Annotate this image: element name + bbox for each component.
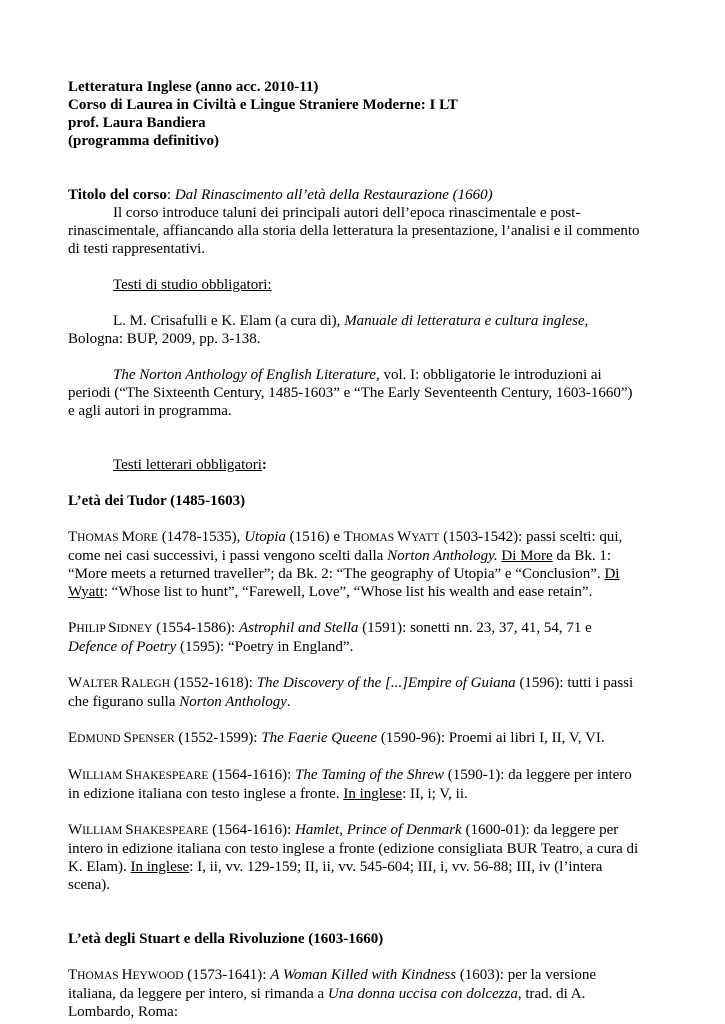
entry-shakespeare-shrew: WILLIAM SHAKESPEARE (1564-1616): The Taming of the Shrew (1590-1): da leggere per intero in edizione italiana con testo inglese a fronte. In inglese: II, i; V, ii. [68,767,632,802]
entry-ralegh: WALTER RALEGH (1552-1618): The Discovery of the [...]Empire of Guiana (1596): tutti i passi che figurano sulla Norton Anthology. [68,675,634,710]
literary-texts-heading [113,456,640,474]
header-line-2: Corso di Laurea in Civiltà e Lingue Straniere Moderne: I LT [68,97,458,113]
ref2-title: The Norton Anthology of English Literature [113,367,376,383]
literary-texts-colon: : [261,457,267,473]
author-shakespeare-2: WILLIAM SHAKESPEARE [68,822,209,838]
course-title-line [68,186,640,204]
document-page [68,78,640,1021]
ref1-publisher: Bologna: BUP, 2009, pp. 3-138. [68,331,261,347]
title-donna-uccisa: Una donna uccisa con dolcezza [327,986,518,1002]
author-more: THOMAS MORE [68,529,158,545]
author-shakespeare: WILLIAM SHAKESPEARE [68,767,209,783]
stuart-heading: L’età degli Stuart e della Rivoluzione (1603-1660) [68,931,384,947]
title-norton: Norton Anthology. [387,548,498,564]
author-wyatt: THOMAS WYATT [343,529,440,545]
entry-more-wyatt: THOMAS MORE (1478-1535), Utopia (1516) e THOMAS WYATT (1503-1542): passi scelti: qui, come nei casi successivi, i passi vengono scelti dalla Norton Anthology. Di More da Bk. 1: “More meets a returned traveller”; da Bk. 2: “The geography of Utopia” e “Conclusion”. Di Wyatt: “Whose list to hunt”, “Farewell, Love”, “Whose list his wealth and ease retain”. [68,529,623,600]
title-woman-killed: A Woman Killed with Kindness [270,967,457,983]
study-ref-2 [68,366,640,420]
title-shrew: The Taming of the Shrew [295,767,444,783]
ref1-authors: L. M. Crisafulli e K. Elam (a cura di), [113,313,345,329]
study-ref-1 [68,312,640,348]
di-more: Di More [501,548,553,564]
author-sidney: PHILIP SIDNEY [68,620,153,636]
title-hamlet: Hamlet, Prince of Denmark [295,822,462,838]
title-faerie-queene: The Faerie Queene [261,730,378,746]
in-inglese-1: In inglese [343,786,403,802]
course-title-label: Titolo del corso [68,187,167,203]
di-wyatt: Di Wyatt [68,566,620,600]
literary-texts-heading-text: Testi letterari obbligatori [113,457,262,473]
entry-heywood: THOMAS HEYWOOD (1573-1641): A Woman Killed with Kindness (1603): per la versione italiana, da leggere per intero, si rimanda a Una donna uccisa con dolcezza, trad. di A. Lombardo, Roma: [68,967,597,1020]
entry-sidney: PHILIP SIDNEY (1554-1586): Astrophil and Stella (1591): sonetti nn. 23, 37, 41, 54, 71 e Defence of Poetry (1595): “Poetry in England”. [68,620,592,655]
author-ralegh: WALTER RALEGH [68,675,171,691]
in-inglese-2: In inglese [130,859,190,875]
ref2-details: , vol. I: obbligatorie le introduzioni ai periodi (“The Sixteenth Century, 1485-1603” e “The Early Seventeenth Century, 1603-1660”) e agli autori in programma. [68,367,633,419]
study-texts-heading-text: Testi di studio obbligatori: [113,277,272,293]
ref1-title: Manuale di letteratura e cultura inglese, [344,313,589,329]
title-utopia: Utopia [244,529,286,545]
course-title-separator: : [166,187,175,203]
title-norton-2: Norton Anthology [179,694,287,710]
title-astrophil: Astrophil and Stella [238,620,359,636]
study-texts-heading [113,276,640,294]
header-line-4: (programma definitivo) [68,133,219,149]
course-intro: Il corso introduce taluni dei principali autori dell’epoca rinascimentale e post-rinascimentale, affiancando alla storia della letteratura la presentazione, l’analisi e il commento di testi rappresentativi. [68,205,640,257]
header-line-3: prof. Laura Bandiera [68,115,206,131]
header-line-1: Letteratura Inglese (anno acc. 2010-11) [68,79,319,95]
course-title: Dal Rinascimento all’età della Restaurazione (1660) [174,187,493,203]
title-defence: Defence of Poetry [68,639,177,655]
entry-spenser: EDMUND SPENSER (1552-1599): The Faerie Queene (1590-96): Proemi ai libri I, II, V, VI. [68,730,605,746]
document-header [68,78,640,150]
title-guiana: The Discovery of the [...]Empire of Guiana [256,675,516,691]
tudor-heading: L’età dei Tudor (1485-1603) [68,493,246,509]
entry-shakespeare-hamlet: WILLIAM SHAKESPEARE (1564-1616): Hamlet, Prince of Denmark (1600-01): da leggere per intero in edizione italiana con testo inglese a fronte (edizione consigliata BUR Teatro, a cura di K. Elam). In inglese: I, ii, vv. 129-159; II, ii, vv. 545-604; III, i, vv. 56-88; III, iv (l’intera scena). [68,822,639,893]
author-spenser: EDMUND SPENSER [68,730,175,746]
author-heywood: THOMAS HEYWOOD [68,967,184,983]
